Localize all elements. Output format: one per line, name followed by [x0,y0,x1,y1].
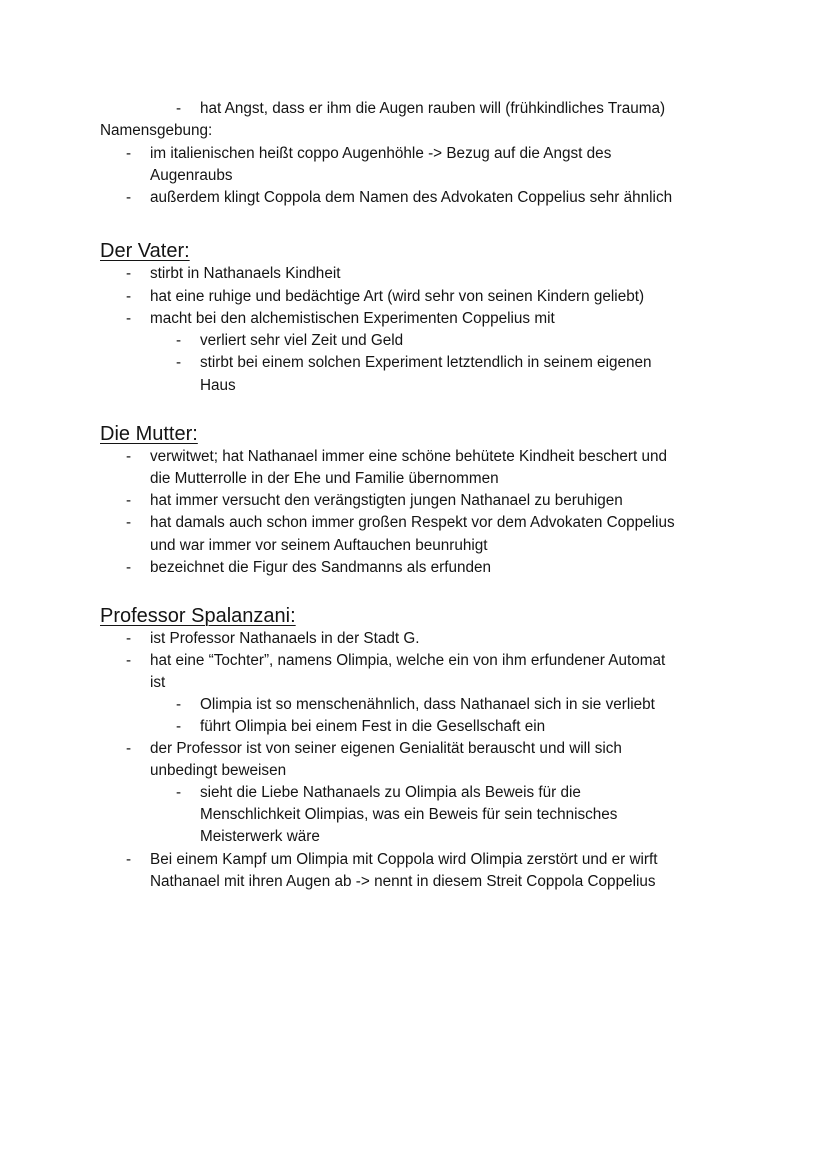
sub-bullet-text: Menschlichkeit Olimpias, was ein Beweis für sein technisches [200,806,618,823]
bullet-text: die Mutterrolle in der Ehe und Familie übernommen [150,470,499,487]
bullet-dash: - [126,492,132,509]
bullet-text: bezeichnet die Figur des Sandmanns als erfunden [150,559,491,576]
bullet-dash: - [176,718,182,735]
bullet-text: hat damals auch schon immer großen Respekt vor dem Advokaten Coppelius [150,514,675,531]
bullet-dash: - [126,288,132,305]
bullet-dash: - [176,354,182,371]
bullet-dash: - [176,784,182,801]
bullet-dash: - [126,514,132,531]
bullet-text: im italienischen heißt coppo Augenhöhle -> Bezug auf die Angst des [150,145,612,162]
sub-bullet-text: Haus [200,377,236,394]
sub-bullet-text: Meisterwerk wäre [200,828,320,845]
bullet-dash: - [176,696,182,713]
bullet-text: hat immer versucht den verängstigten jungen Nathanael zu beruhigen [150,492,623,509]
sub-bullet-text: führt Olimpia bei einem Fest in die Gesellschaft ein [200,718,546,735]
sub-bullet-text: stirbt bei einem solchen Experiment letztendlich in seinem eigenen [200,354,652,371]
bullet-text: macht bei den alchemistischen Experimenten Coppelius mit [150,310,555,327]
bullet-dash: - [126,448,132,465]
sub-bullet-text: verliert sehr viel Zeit und Geld [200,332,404,349]
bullet-text: unbedingt beweisen [150,762,287,779]
bullet-text: ist Professor Nathanaels in der Stadt G. [150,630,420,647]
bullet-text: hat eine ruhige und bedächtige Art (wird sehr von seinen Kindern geliebt) [150,288,645,305]
heading-professor: Professor Spalanzani: [100,605,296,627]
bullet-dash: - [126,189,132,206]
bullet-dash: - [126,740,132,757]
bullet-text: stirbt in Nathanaels Kindheit [150,265,341,282]
bullet-text: Nathanael mit ihren Augen ab -> nennt in diesem Streit Coppola Coppelius [150,873,656,890]
bullet-text: Bei einem Kampf um Olimpia mit Coppola wird Olimpia zerstört und er wirft [150,851,658,868]
bullet-text: der Professor ist von seiner eigenen Genialität berauscht und will sich [150,740,622,757]
bullet-text: verwitwet; hat Nathanael immer eine schöne behütete Kindheit beschert und [150,448,668,465]
bullet-dash: - [126,265,132,282]
bullet-dash: - [176,332,182,349]
bullet-text: hat eine “Tochter”, namens Olimpia, welche ein von ihm erfundener Automat [150,652,666,669]
bullet-dash: - [126,851,132,868]
bullet-text: ist [150,674,166,691]
sub-bullet-text: Olimpia ist so menschenähnlich, dass Nathanael sich in sie verliebt [200,696,655,713]
sub-bullet-text: sieht die Liebe Nathanaels zu Olimpia als Beweis für die [200,784,581,801]
bullet-dash: - [126,559,132,576]
bullet-text: und war immer vor seinem Auftauchen beunruhigt [150,537,488,554]
section-label: Namensgebung: [100,122,213,139]
heading-mutter: Die Mutter: [100,423,198,445]
bullet-dash: - [176,100,182,117]
bullet-dash: - [126,145,132,162]
bullet-dash: - [126,652,132,669]
bullet-text: außerdem klingt Coppola dem Namen des Advokaten Coppelius sehr ähnlich [150,189,673,206]
bullet-text: Augenraubs [150,167,233,184]
bullet-dash: - [126,630,132,647]
heading-vater: Der Vater: [100,240,190,262]
bullet-dash: - [126,310,132,327]
sub-bullet-text: hat Angst, dass er ihm die Augen rauben will (frühkindliches Trauma) [200,100,666,117]
